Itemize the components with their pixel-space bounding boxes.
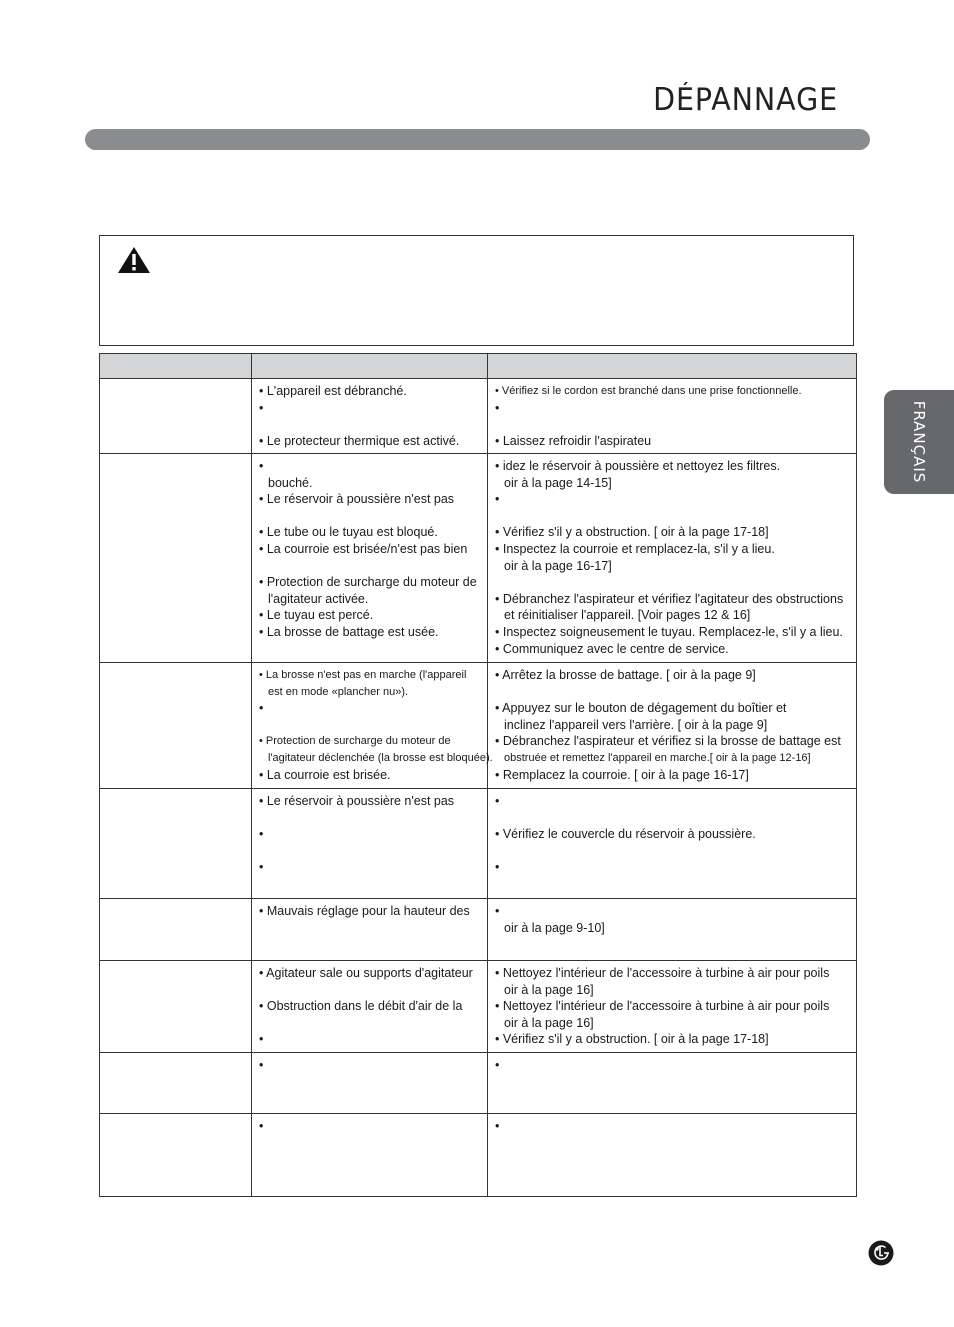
table-row (100, 1114, 857, 1197)
cause-cell (252, 1053, 488, 1114)
solution-line (495, 684, 854, 701)
cause-cell (252, 899, 488, 961)
solution-cell (488, 454, 857, 663)
solution-cell (488, 379, 857, 454)
cause-line (259, 810, 485, 827)
solution-line (495, 843, 854, 860)
table-row (100, 1053, 857, 1114)
solution-line (495, 810, 854, 827)
cause-line: • Agitateur sale ou supports d'agitateur (259, 966, 473, 980)
lg-logo-icon (868, 1240, 894, 1266)
cause-cell (252, 454, 488, 663)
table-row (100, 961, 857, 1053)
solution-cell (488, 1114, 857, 1197)
table-header-problem (100, 354, 252, 379)
solution-line: • Débranchez l'aspirateur et vérifiez l'agitateur des obstructions (495, 591, 844, 606)
problem-cell (100, 899, 252, 961)
cause-line: est en mode «plancher nu»). (268, 685, 409, 698)
language-tab[interactable] (884, 390, 954, 494)
solution-line (495, 508, 854, 525)
problem-cell (100, 961, 252, 1053)
table-row (100, 454, 857, 663)
cause-line: • Le tuyau est percé. (259, 608, 374, 623)
cause-line: • La courroie est brisée/n'est pas bien (259, 541, 468, 556)
solution-line (495, 416, 854, 433)
cause-line: • (259, 1058, 264, 1072)
solution-line: • (495, 794, 500, 808)
cause-line (259, 558, 485, 575)
cause-line (259, 508, 485, 525)
solution-line: • Arrêtez la brosse de battage. [ oir à la page 9] (495, 668, 756, 682)
cause-cell (252, 379, 488, 454)
cause-line: • Obstruction dans le débit d'air de la (259, 999, 463, 1014)
cause-line (259, 416, 485, 433)
cause-line (259, 717, 485, 734)
language-tab-label: FRANÇAIS (910, 400, 928, 484)
cause-line: • Mauvais réglage pour la hauteur des (259, 904, 470, 918)
table-header-cause (252, 354, 488, 379)
solution-line: • Vérifiez s'il y a obstruction. [ oir à la page 17-18] (495, 1032, 769, 1047)
solution-line: • (495, 1119, 500, 1133)
cause-line: • L'appareil est débranché. (259, 384, 407, 398)
solution-cell (488, 663, 857, 789)
cause-line: • (259, 827, 264, 842)
cause-line: • Protection de surcharge du moteur de (259, 735, 451, 748)
solution-line: • Nettoyez l'intérieur de l'accessoire à turbine à air pour poils (495, 966, 830, 980)
solution-line: • idez le réservoir à poussière et nettoyez les filtres. (495, 459, 781, 473)
table-header-solution (488, 354, 857, 379)
solution-cell (488, 961, 857, 1053)
problem-cell (100, 454, 252, 663)
solution-cell (488, 1053, 857, 1114)
cause-cell (252, 663, 493, 789)
cause-line: • (259, 459, 264, 473)
solution-line: oir à la page 14-15] (504, 475, 612, 490)
table-row (100, 789, 857, 899)
solution-line: • Appuyez sur le bouton de dégagement du boîtier et (495, 701, 787, 716)
table-header-row (100, 354, 857, 379)
cause-line: • Le réservoir à poussière n'est pas (259, 492, 455, 507)
solution-line: oir à la page 16-17] (504, 558, 612, 573)
cause-line: • (259, 1119, 264, 1133)
solution-line: oir à la page 16] (504, 1015, 594, 1030)
solution-line: • Vérifiez si le cordon est branché dans une prise fonctionnelle. (495, 385, 802, 397)
cause-line: • Le protecteur thermique est activé. (259, 433, 460, 448)
cause-line: • Protection de surcharge du moteur de (259, 575, 477, 590)
solution-line: oir à la page 9-10] (504, 920, 605, 935)
solution-line: • (495, 904, 500, 918)
solution-line: obstruée et remettez l'appareil en marche.[ oir à la page 12-16] (504, 751, 811, 764)
cause-line: • (259, 1032, 264, 1047)
cause-line: • La courroie est brisée. (259, 767, 391, 782)
cause-line: • La brosse n'est pas en marche (l'appareil (259, 669, 467, 681)
solution-line: • Vérifiez le couvercle du réservoir à poussière. (495, 827, 756, 842)
problem-cell (100, 379, 252, 454)
title-bar-divider (85, 129, 870, 150)
warning-box (99, 235, 854, 346)
page-title: DÉPANNAGE (653, 82, 838, 118)
solution-line: • Nettoyez l'intérieur de l'accessoire à turbine à air pour poils (495, 999, 830, 1014)
solution-line: • (495, 400, 500, 415)
problem-cell (100, 1053, 252, 1114)
cause-cell (252, 789, 488, 899)
cause-cell (252, 1114, 488, 1197)
solution-line: • Débranchez l'aspirateur et vérifiez si la brosse de battage est (495, 734, 841, 749)
table-row (100, 379, 857, 454)
solution-line: oir à la page 16] (504, 982, 594, 997)
cause-line (259, 1015, 485, 1032)
cause-line (259, 982, 485, 999)
solution-line: • Laissez refroidir l'aspirateu (495, 433, 652, 448)
solution-line (495, 574, 854, 591)
cause-line: bouché. (268, 475, 313, 490)
table-row (100, 663, 857, 789)
cause-line (259, 843, 485, 860)
solution-line: • Communiquez avec le centre de service. (495, 641, 729, 656)
cause-cell (252, 961, 488, 1053)
solution-line: et réinitialiser l'appareil. [Voir pages 12 & 16] (504, 608, 751, 623)
troubleshooting-table (99, 353, 857, 1197)
problem-cell (100, 663, 252, 789)
cause-line: • (259, 400, 264, 415)
cause-line: l'agitateur déclenchée (la brosse est bloquée). (268, 751, 493, 764)
cause-line: • Le tube ou le tuyau est bloqué. (259, 525, 438, 540)
table-row (100, 899, 857, 961)
solution-line: • Vérifiez s'il y a obstruction. [ oir à la page 17-18] (495, 525, 769, 540)
cause-line: • Le réservoir à poussière n'est pas (259, 794, 455, 808)
solution-line: • (495, 1058, 500, 1072)
problem-cell (100, 1114, 252, 1197)
warning-triangle-icon (117, 246, 151, 274)
problem-cell (100, 789, 252, 899)
cause-line: • (259, 701, 264, 716)
solution-line: • (495, 492, 500, 507)
cause-line: • La brosse de battage est usée. (259, 624, 439, 639)
cause-line: l'agitateur activée. (268, 591, 369, 606)
solution-line: inclinez l'appareil vers l'arrière. [ oir à la page 9] (504, 717, 768, 732)
solution-line: • Inspectez soigneusement le tuyau. Remplacez-le, s'il y a lieu. (495, 624, 843, 639)
solution-line: • Inspectez la courroie et remplacez-la, s'il y a lieu. (495, 541, 775, 556)
solution-cell (488, 899, 857, 961)
solution-line: • Remplacez la courroie. [ oir à la page 16-17] (495, 767, 749, 782)
solution-line: • (495, 860, 500, 875)
solution-cell (488, 789, 857, 899)
cause-line: • (259, 860, 264, 875)
